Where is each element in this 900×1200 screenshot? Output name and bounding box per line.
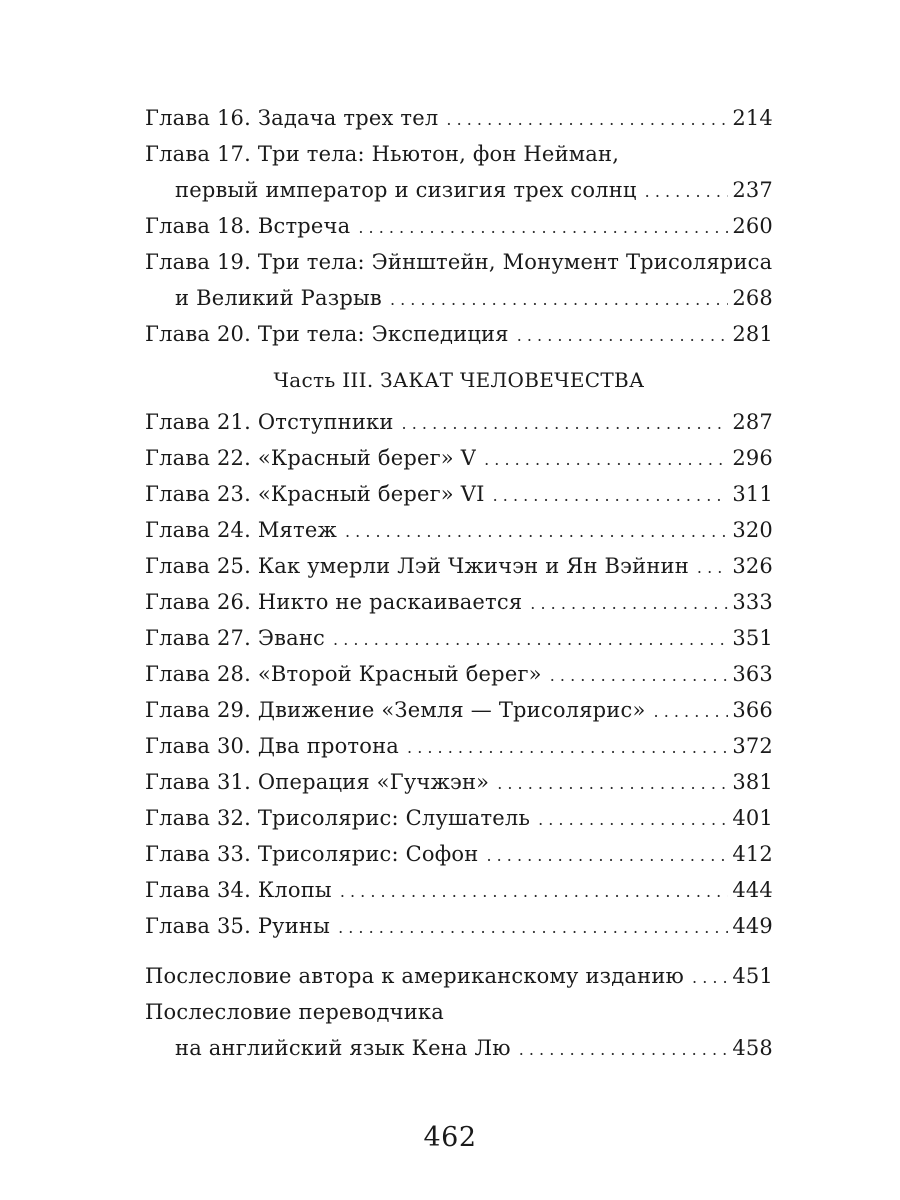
toc-entry-page: 449 [732, 914, 773, 938]
part-heading: Часть III. ЗАКАТ ЧЕЛОВЕЧЕСТВА [273, 368, 645, 392]
toc-entry-page: 260 [732, 214, 773, 238]
toc-entry-page: 311 [732, 482, 773, 506]
toc-entry-title: Глава 23. «Красный берег» VI [145, 482, 485, 506]
toc-entry-ch24 [145, 512, 773, 548]
toc-entry-ch19-cont [145, 280, 773, 316]
toc-entry-title: Глава 19. Три тела: Эйнштейн, Монумент Трисоляриса [145, 250, 773, 274]
toc-entry-page: 333 [732, 590, 773, 614]
toc-entry-page: 320 [732, 518, 773, 542]
toc-entry-page: 326 [732, 554, 773, 578]
toc-entry-ch20 [145, 316, 773, 352]
toc-entry-title: Глава 20. Три тела: Экспедиция [145, 322, 509, 346]
dot-leader [484, 442, 728, 478]
table-of-contents [145, 100, 773, 1066]
dot-leader [402, 406, 729, 442]
toc-entry-title: Глава 21. Отступники [145, 410, 394, 434]
dot-leader [550, 658, 729, 694]
toc-entry-page: 363 [732, 662, 773, 686]
toc-entry-page: 444 [732, 878, 773, 902]
toc-entry-title: Послесловие автора к американскому изданию [145, 964, 685, 988]
toc-entry-page: 372 [732, 734, 773, 758]
toc-entry-ch19 [145, 244, 773, 280]
dot-leader [517, 318, 729, 354]
toc-entry-ch17-cont [145, 172, 773, 208]
toc-entry-page: 268 [732, 286, 773, 310]
toc-entry-title: Глава 35. Руины [145, 914, 331, 938]
toc-entry-ch34 [145, 872, 773, 908]
toc-entry-page: 366 [732, 698, 773, 722]
toc-entry-ch33 [145, 836, 773, 872]
toc-entry-ch18 [145, 208, 773, 244]
dot-leader [338, 910, 728, 946]
dot-leader [340, 874, 729, 910]
toc-entry-title: Послесловие переводчика [145, 1000, 444, 1024]
toc-entry-ch29 [145, 692, 773, 728]
toc-entry-ch25 [145, 548, 773, 584]
dot-leader [345, 514, 728, 550]
toc-entry-page: 401 [732, 806, 773, 830]
toc-entry-ch26 [145, 584, 773, 620]
dot-leader [692, 960, 728, 996]
dot-leader [407, 730, 728, 766]
toc-entry-page: 412 [732, 842, 773, 866]
spacer [145, 944, 773, 958]
toc-entry-title: Глава 27. Эванс [145, 626, 326, 650]
toc-entry-page: 281 [732, 322, 773, 346]
dot-leader [645, 174, 729, 210]
toc-entry-title: Глава 30. Два протона [145, 734, 400, 758]
dot-leader [530, 586, 728, 622]
toc-entry-translator-afterword [145, 994, 773, 1030]
toc-entry-title: Глава 32. Трисолярис: Слушатель [145, 806, 531, 830]
dot-leader [493, 478, 729, 514]
toc-entry-page: 296 [732, 446, 773, 470]
toc-entry-ch32 [145, 800, 773, 836]
toc-entry-ch17 [145, 136, 773, 172]
toc-entry-page: 451 [732, 964, 773, 988]
dot-leader [697, 550, 728, 586]
toc-entry-title-cont: и Великий Разрыв [175, 286, 382, 310]
toc-entry-title: Глава 24. Мятеж [145, 518, 337, 542]
toc-entry-page: 214 [732, 106, 773, 130]
page-number: 462 [423, 1122, 477, 1153]
toc-entry-title: Глава 34. Клопы [145, 878, 332, 902]
toc-entry-ch27 [145, 620, 773, 656]
toc-entry-title: Глава 33. Трисолярис: Софон [145, 842, 479, 866]
toc-entry-ch16 [145, 100, 773, 136]
toc-entry-page: 237 [732, 178, 773, 202]
toc-entry-ch31 [145, 764, 773, 800]
dot-leader [497, 766, 728, 802]
dot-leader [390, 282, 728, 318]
toc-entry-translator-afterword-cont [145, 1030, 773, 1066]
toc-entry-ch30 [145, 728, 773, 764]
toc-entry-author-afterword [145, 958, 773, 994]
toc-entry-page: 458 [732, 1036, 773, 1060]
toc-entry-title-cont: на английский язык Кена Лю [175, 1036, 511, 1060]
toc-entry-title: Глава 31. Операция «Гучжэн» [145, 770, 490, 794]
toc-entry-title: Глава 28. «Второй Красный берег» [145, 662, 542, 686]
toc-entry-title: Глава 26. Никто не раскаивается [145, 590, 523, 614]
toc-entry-ch21 [145, 404, 773, 440]
toc-entry-title: Глава 18. Встреча [145, 214, 351, 238]
dot-leader [486, 838, 728, 874]
toc-entry-ch35 [145, 908, 773, 944]
toc-entry-title: Глава 17. Три тела: Ньютон, фон Нейман, [145, 142, 620, 166]
toc-entry-title: Глава 16. Задача трех тел [145, 106, 439, 130]
toc-entry-ch23 [145, 476, 773, 512]
dot-leader [654, 694, 729, 730]
toc-entry-title: Глава 22. «Красный берег» V [145, 446, 477, 470]
dot-leader [358, 210, 728, 246]
toc-entry-ch22 [145, 440, 773, 476]
toc-entry-title: Глава 29. Движение «Земля — Трисолярис» [145, 698, 646, 722]
toc-entry-ch28 [145, 656, 773, 692]
dot-leader [519, 1032, 729, 1068]
dot-leader [538, 802, 728, 838]
toc-entry-page: 381 [732, 770, 773, 794]
dot-leader [446, 102, 728, 138]
toc-entry-page: 287 [732, 410, 773, 434]
dot-leader [333, 622, 728, 658]
toc-entry-page: 351 [732, 626, 773, 650]
toc-entry-title: Глава 25. Как умерли Лэй Чжичэн и Ян Вэйнин [145, 554, 689, 578]
toc-entry-title-cont: первый император и сизигия трех солнц [175, 178, 637, 202]
